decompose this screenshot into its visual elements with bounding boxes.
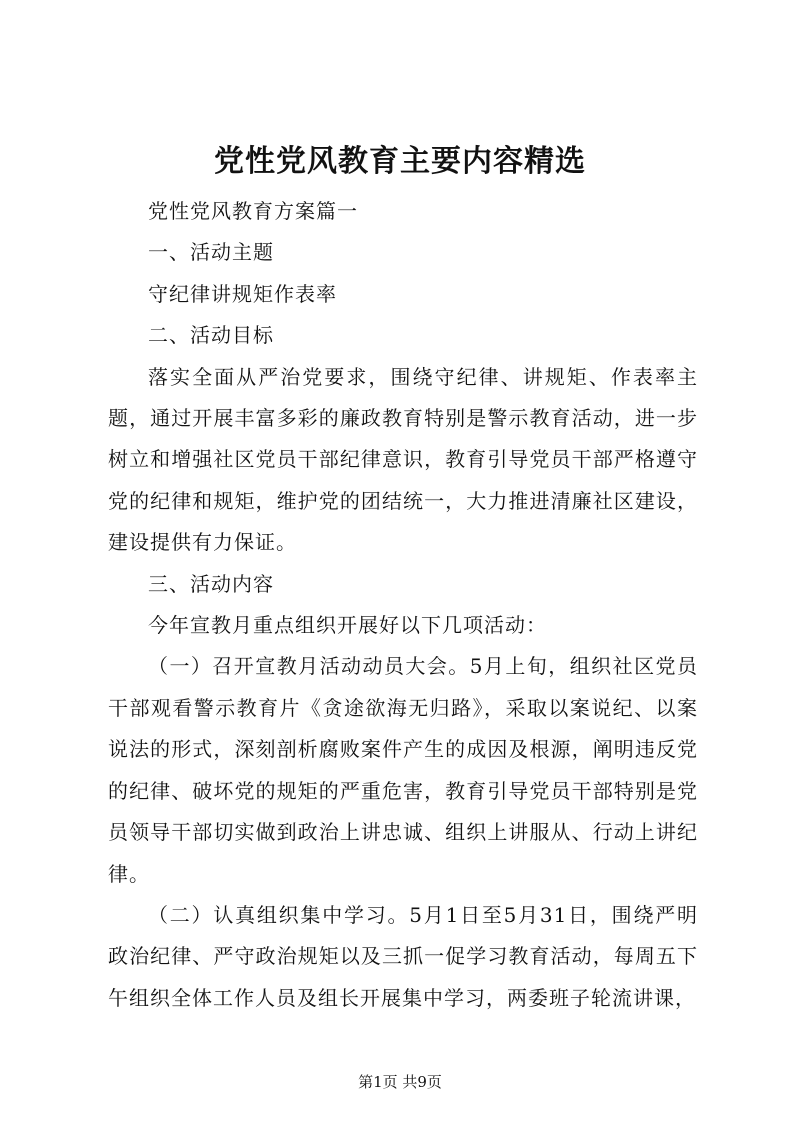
paragraph-heading-2: 二、活动目标 bbox=[148, 323, 274, 348]
document-body bbox=[108, 191, 698, 1019]
paragraph-heading-3: 三、活动内容 bbox=[148, 571, 274, 596]
paragraph-intro: 今年宣教月重点组织开展好以下几项活动： bbox=[148, 613, 547, 638]
paragraph-heading-1: 一、活动主题 bbox=[148, 240, 274, 265]
paragraph-item-2: （二）认真组织集中学习。5月1日至5月31日，围绕严明政治纪律、严守政治规矩以及三抓一促学习教育活动，每周五下午组织全体工作人员及组长开展集中学习，两委班子轮流讲课， bbox=[108, 902, 698, 1010]
document-title: 党性党风教育主要内容精选 bbox=[214, 144, 586, 179]
paragraph-section-heading: 党性党风教育方案篇一 bbox=[148, 199, 358, 223]
page-number-footer: 第1页 共9页 bbox=[358, 1073, 442, 1091]
paragraph-theme: 守纪律讲规矩作表率 bbox=[148, 281, 337, 306]
paragraph-goal: 落实全面从严治党要求，围绕守纪律、讲规矩、作表率主题，通过开展丰富多彩的廉政教育特别是警示教育活动，进一步树立和增强社区党员干部纪律意识，教育引导党员干部严格遵守党的纪律和规矩，维护党的团结统一，大力推进清廉社区建设，建设提供有力保证。 bbox=[108, 364, 698, 555]
paragraph-item-1: （一）召开宣教月活动动员大会。5月上旬，组织社区党员干部观看警示教育片《贪途欲海无归路》，采取以案说纪、以案说法的形式，深刻剖析腐败案件产生的成因及根源，阐明违反党的纪律、破坏党的规矩的严重危害，教育引导党员干部特别是党员领导干部切实做到政治上讲忠诚、组织上讲服从、行动上讲纪律。 bbox=[108, 654, 698, 886]
